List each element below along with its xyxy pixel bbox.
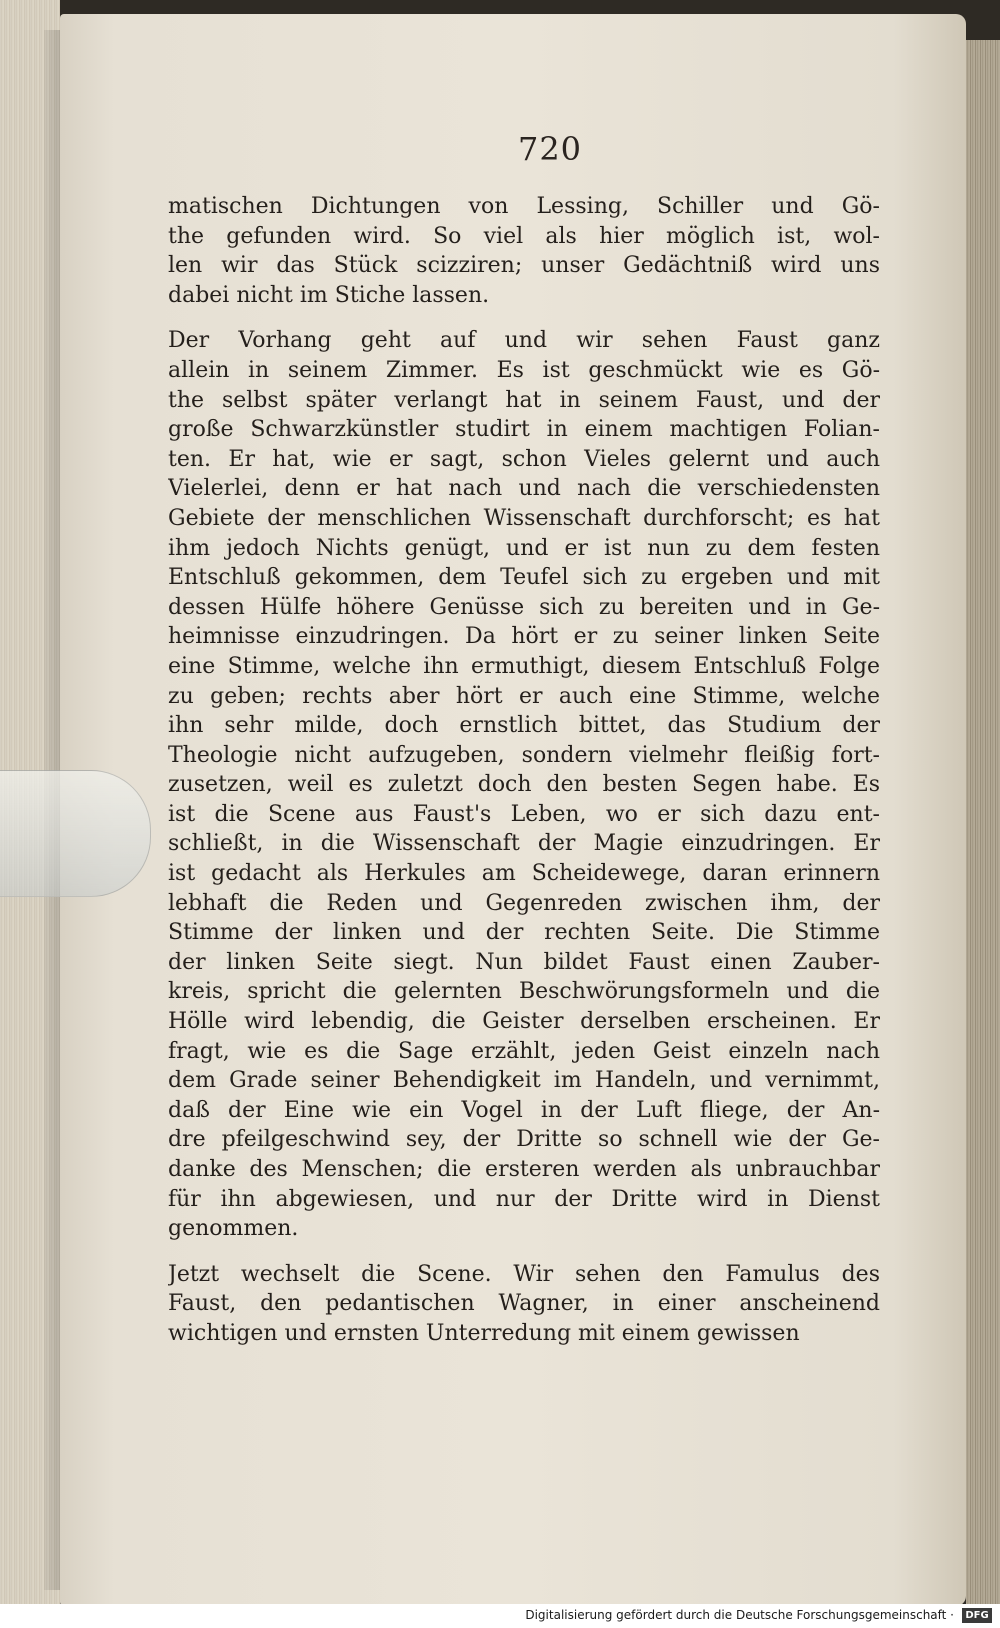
text-line: kreis, spricht die gelernten Beschwörungsformeln und die: [168, 979, 880, 1005]
text-line: große Schwarzkünstler studirt in einem machtigen Folian-: [168, 417, 880, 443]
text-line: fragt, wie es die Sage erzählt, jeden Geist einzeln nach: [168, 1038, 880, 1064]
text-line: len wir das Stück scizziren; unser Gedächtniß wird uns: [168, 253, 880, 279]
text-line: der linken Seite siegt. Nun bildet Faust einen Zauber-: [168, 949, 880, 975]
text-line: matischen Dichtungen von Lessing, Schiller und Gö-: [168, 194, 880, 219]
text-line: ihm jedoch Nichts genügt, und er ist nun zu dem festen: [168, 535, 880, 561]
text-line: dre pfeilgeschwind sey, der Dritte so schnell wie der Ge-: [168, 1127, 880, 1153]
text-line: Vielerlei, denn er hat nach und nach die verschiedensten: [168, 476, 880, 502]
paragraph: [168, 192, 880, 310]
text-line: the gefunden wird. So viel als hier möglich ist, wol-: [168, 223, 880, 249]
book-right-page-edges: [966, 40, 1000, 1610]
dfg-logo: DFG: [962, 1608, 992, 1623]
text-line: Faust, den pedantischen Wagner, in einer anscheinend: [168, 1291, 880, 1317]
text-line: schließt, in die Wissenschaft der Magie einzudringen. Er: [168, 831, 880, 857]
text-line: dem Grade seiner Behendigkeit im Handeln, und vernimmt,: [168, 1068, 880, 1094]
paragraph-gap: [168, 310, 880, 326]
paragraph-gap: [168, 1244, 880, 1260]
text-line: ten. Er hat, wie er sagt, schon Vieles gelernt und auch: [168, 446, 880, 472]
text-line: the selbst später verlangt hat in seinem Faust, und der: [168, 387, 880, 413]
text-line: Stimme der linken und der rechten Seite. Die Stimme: [168, 920, 880, 946]
text-line: danke des Menschen; die ersteren werden als unbrauchbar: [168, 1157, 880, 1182]
text-line: ist die Scene aus Faust's Leben, wo er sich dazu ent-: [168, 801, 880, 827]
text-line: eine Stimme, welche ihn ermuthigt, diesem Entschluß Folge: [168, 653, 880, 679]
page-clip-bookmark: [0, 770, 151, 897]
body-text: [168, 192, 880, 1349]
text-line: Theologie nicht aufzugeben, sondern vielmehr fleißig fort-: [168, 742, 880, 768]
text-line: Hölle wird lebendig, die Geister derselben erscheinen. Er: [168, 1009, 880, 1035]
text-line: zu geben; rechts aber hört er auch eine Stimme, welche: [168, 683, 880, 709]
text-line: Jetzt wechselt die Scene. Wir sehen den Famulus des: [168, 1261, 880, 1287]
text-line: Gebiete der menschlichen Wissenschaft durchforscht; es hat: [168, 505, 880, 531]
text-line: für ihn abgewiesen, und nur der Dritte wird in Dienst: [168, 1186, 880, 1212]
text-line: ihn sehr milde, doch ernstlich bittet, das Studium der: [168, 713, 880, 739]
text-line: wichtigen und ernsten Unterredung mit einem gewissen: [168, 1320, 800, 1346]
text-line: lebhaft die Reden und Gegenreden zwischen ihm, der: [168, 890, 880, 916]
digitization-credit: Digitalisierung gefördert durch die Deutsche Forschungsgemeinschaft ·: [525, 1608, 954, 1622]
text-line: ist gedacht als Herkules am Scheidewege, daran erinnern: [168, 861, 880, 887]
text-line: genommen.: [168, 1216, 299, 1242]
text-line: dessen Hülfe höhere Genüsse sich zu bereiten und in Ge-: [168, 594, 880, 620]
text-line: allein in seinem Zimmer. Es ist geschmückt wie es Gö-: [168, 357, 880, 383]
text-line: zusetzen, weil es zuletzt doch den besten Segen habe. Es: [168, 772, 880, 798]
page-number: 720: [517, 130, 583, 168]
text-line: Entschluß gekommen, dem Teufel sich zu ergeben und mit: [168, 565, 880, 591]
text-line: heimnisse einzudringen. Da hört er zu seiner linken Seite: [168, 624, 880, 650]
text-line: dabei nicht im Stiche lassen.: [168, 282, 490, 308]
footer-bar: [0, 1604, 1000, 1628]
paragraph: [168, 1260, 880, 1349]
paragraph: [168, 326, 880, 1243]
text-line: Der Vorhang geht auf und wir sehen Faust ganz: [168, 328, 880, 354]
text-line: daß der Eine wie ein Vogel in der Luft fliege, der An-: [168, 1097, 880, 1123]
